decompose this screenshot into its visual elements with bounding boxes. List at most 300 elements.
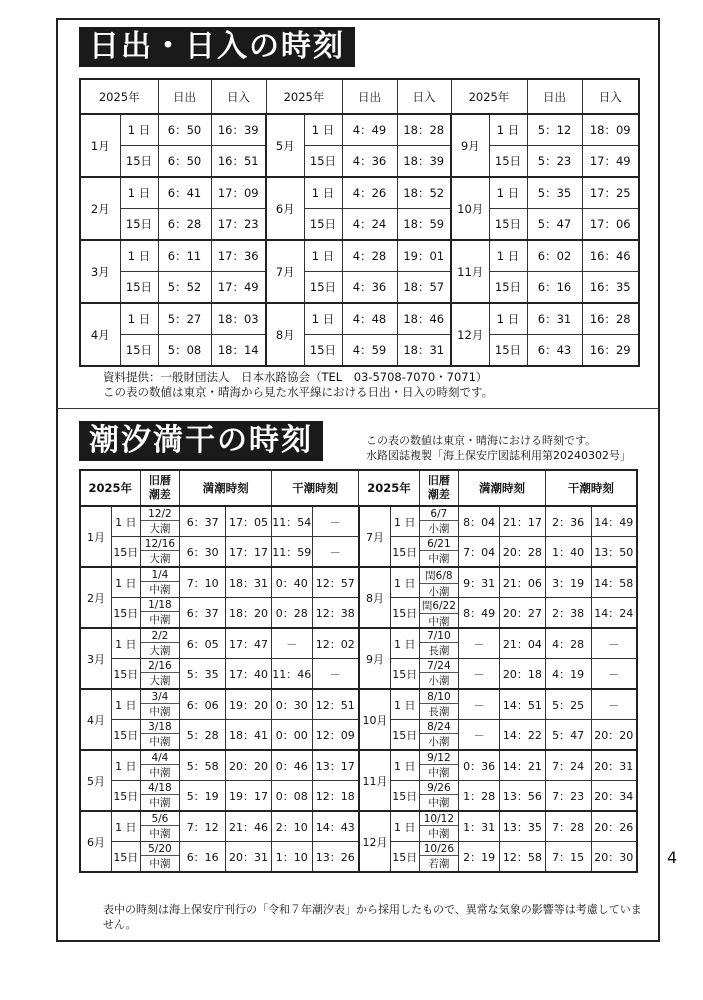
low-tide-time-2: 12：02 bbox=[312, 628, 359, 659]
tide-month: 7月 bbox=[359, 506, 391, 567]
tide-row bbox=[80, 689, 637, 720]
low-tide-time-1: 11：59 bbox=[271, 537, 312, 568]
low-tide-time-2: － bbox=[591, 628, 637, 659]
high-tide-time-1: － bbox=[459, 720, 500, 751]
low-tide-time-1: 5：47 bbox=[545, 720, 591, 751]
high-tide-time-1: － bbox=[459, 628, 500, 659]
tide-lunar-stack bbox=[141, 842, 180, 871]
low-tide-time-2: 20：31 bbox=[591, 750, 637, 781]
lunar-date: 7/24 bbox=[427, 659, 451, 672]
sun-row bbox=[80, 209, 639, 241]
tide-header-lunar-bottom: 潮差 bbox=[427, 488, 450, 501]
sun-header-set: 日入 bbox=[582, 79, 639, 114]
high-tide-time-2: 18：20 bbox=[226, 598, 272, 629]
sunrise-time: 4：36 bbox=[342, 272, 397, 304]
low-tide-time-2: 14：49 bbox=[591, 506, 637, 537]
low-tide-time-2: 14：58 bbox=[591, 567, 637, 598]
tide-lunar-cell bbox=[140, 811, 180, 842]
tide-lunar-cell bbox=[419, 781, 459, 812]
low-tide-time-2: 12：57 bbox=[312, 567, 359, 598]
lunar-date: 9/12 bbox=[427, 751, 451, 764]
sunrise-time: 4：59 bbox=[342, 335, 397, 367]
tide-type: 小潮 bbox=[420, 672, 459, 688]
sunrise-time: 4：48 bbox=[342, 303, 397, 335]
high-tide-time-1: 5：35 bbox=[180, 659, 226, 690]
low-tide-time-2: 13：50 bbox=[591, 537, 637, 568]
sunset-time: 16：39 bbox=[211, 114, 266, 146]
tide-day: 1 日 bbox=[112, 811, 141, 842]
high-tide-time-1: 6：30 bbox=[180, 537, 226, 568]
low-tide-time-1: 2：38 bbox=[545, 598, 591, 629]
low-tide-time-1: 3：19 bbox=[545, 567, 591, 598]
tide-month: 2月 bbox=[80, 567, 112, 628]
tide-type: 大潮 bbox=[141, 520, 180, 536]
sun-day: 15日 bbox=[120, 146, 158, 178]
sunrise-time: 6：28 bbox=[158, 209, 211, 241]
sunset-time: 16：35 bbox=[582, 272, 639, 304]
tide-lunar-cell bbox=[140, 842, 180, 873]
lunar-date: 閏6/8 bbox=[425, 570, 453, 582]
low-tide-time-2: 20：34 bbox=[591, 781, 637, 812]
tide-header-year: 2025年 bbox=[80, 470, 140, 506]
lunar-date: 6/21 bbox=[427, 537, 451, 550]
lunar-date: 2/16 bbox=[148, 659, 172, 672]
tide-header-lunar-stack bbox=[420, 474, 459, 502]
tide-type: 小潮 bbox=[420, 520, 459, 536]
tide-day: 15日 bbox=[391, 598, 420, 629]
high-tide-time-1: 1：31 bbox=[459, 811, 500, 842]
tide-lunar-stack bbox=[141, 598, 180, 627]
tide-type: 中潮 bbox=[420, 825, 459, 841]
low-tide-time-1: 2：10 bbox=[271, 811, 312, 842]
tide-type: 中潮 bbox=[141, 733, 180, 749]
tide-row bbox=[80, 506, 637, 537]
sun-month: 11月 bbox=[451, 240, 489, 303]
tide-day: 1 日 bbox=[391, 811, 420, 842]
low-tide-time-1: 0：40 bbox=[271, 567, 312, 598]
low-tide-time-2: 14：43 bbox=[312, 811, 359, 842]
low-tide-time-1: 1：10 bbox=[271, 842, 312, 873]
sun-month: 10月 bbox=[451, 177, 489, 240]
tide-header-lunar bbox=[140, 470, 180, 506]
sun-day: 1 日 bbox=[304, 177, 342, 209]
tide-lunar-stack bbox=[420, 720, 459, 749]
sunset-time: 18：52 bbox=[397, 177, 451, 209]
sunrise-time: 5：27 bbox=[158, 303, 211, 335]
sunrise-time: 6：31 bbox=[527, 303, 582, 335]
tide-lunar-cell bbox=[140, 598, 180, 629]
sun-day: 1 日 bbox=[304, 240, 342, 272]
low-tide-time-1: 7：24 bbox=[545, 750, 591, 781]
lunar-date: 5/20 bbox=[148, 842, 172, 855]
tide-day: 1 日 bbox=[391, 750, 420, 781]
sunset-time: 18：09 bbox=[582, 114, 639, 146]
sunset-time: 18：39 bbox=[397, 146, 451, 178]
tide-type: 中潮 bbox=[141, 855, 180, 871]
sun-day: 1 日 bbox=[489, 177, 527, 209]
high-tide-time-2: 12：58 bbox=[499, 842, 545, 873]
tide-type: 中潮 bbox=[420, 794, 459, 810]
sun-row bbox=[80, 114, 639, 146]
tide-lunar-stack bbox=[420, 598, 459, 627]
tide-row bbox=[80, 811, 637, 842]
sun-day: 15日 bbox=[304, 146, 342, 178]
high-tide-time-1: 8：04 bbox=[459, 506, 500, 537]
low-tide-time-1: 0：46 bbox=[271, 750, 312, 781]
sun-row bbox=[80, 240, 639, 272]
lunar-date: 10/12 bbox=[423, 812, 455, 825]
sun-source: 資料提供：一般財団法人 日本水路協会（TEL 03-5708-7070・7071） bbox=[103, 370, 488, 384]
low-tide-time-1: 11：54 bbox=[271, 506, 312, 537]
low-tide-time-2: 12：38 bbox=[312, 598, 359, 629]
sun-day: 15日 bbox=[489, 209, 527, 241]
low-tide-time-2: 20：26 bbox=[591, 811, 637, 842]
lunar-date: 4/4 bbox=[151, 751, 169, 764]
sunset-time: 18：46 bbox=[397, 303, 451, 335]
tide-type: 小潮 bbox=[420, 733, 459, 749]
tide-header-lunar-top: 旧暦 bbox=[148, 474, 171, 487]
tide-header-row bbox=[80, 470, 637, 506]
tide-header-year: 2025年 bbox=[359, 470, 419, 506]
high-tide-time-2: 21：04 bbox=[499, 628, 545, 659]
high-tide-time-1: 8：49 bbox=[459, 598, 500, 629]
tide-lunar-stack bbox=[141, 507, 180, 536]
sun-month: 1月 bbox=[80, 114, 120, 177]
tide-lunar-cell bbox=[419, 720, 459, 751]
tide-lunar-stack bbox=[420, 781, 459, 810]
high-tide-time-1: 1：28 bbox=[459, 781, 500, 812]
low-tide-time-1: 2：36 bbox=[545, 506, 591, 537]
tide-row bbox=[80, 659, 637, 690]
sunrise-time: 5：52 bbox=[158, 272, 211, 304]
sun-row bbox=[80, 177, 639, 209]
high-tide-time-1: 0：36 bbox=[459, 750, 500, 781]
high-tide-time-2: 18：41 bbox=[226, 720, 272, 751]
tide-month: 3月 bbox=[80, 628, 112, 689]
sunrise-time: 5：08 bbox=[158, 335, 211, 367]
tide-lunar-stack bbox=[141, 537, 180, 566]
tide-day: 1 日 bbox=[112, 567, 141, 598]
tide-lunar-cell bbox=[419, 842, 459, 873]
high-tide-time-1: 2：19 bbox=[459, 842, 500, 873]
sunset-time: 18：03 bbox=[211, 303, 266, 335]
low-tide-time-1: 7：23 bbox=[545, 781, 591, 812]
tide-row bbox=[80, 842, 637, 873]
tide-day: 1 日 bbox=[391, 628, 420, 659]
tide-type: 大潮 bbox=[141, 550, 180, 566]
tide-lunar-stack bbox=[420, 690, 459, 719]
sun-day: 15日 bbox=[489, 335, 527, 367]
low-tide-time-1: 0：30 bbox=[271, 689, 312, 720]
tide-notes bbox=[366, 433, 631, 463]
high-tide-time-2: 19：20 bbox=[226, 689, 272, 720]
tide-lunar-cell bbox=[140, 689, 180, 720]
low-tide-time-2: 12：51 bbox=[312, 689, 359, 720]
tide-lunar-stack bbox=[420, 659, 459, 688]
high-tide-time-1: － bbox=[459, 659, 500, 690]
tide-lunar-cell bbox=[140, 659, 180, 690]
sunset-time: 17：49 bbox=[211, 272, 266, 304]
high-tide-time-2: 18：31 bbox=[226, 567, 272, 598]
tide-lunar-stack bbox=[420, 507, 459, 536]
tide-lunar-stack bbox=[141, 812, 180, 841]
sunset-time: 16：28 bbox=[582, 303, 639, 335]
sun-day: 15日 bbox=[120, 335, 158, 367]
tide-note-permit: 水路図誌複製「海上保安庁図誌利用第20240302号」 bbox=[366, 449, 631, 462]
sunset-time: 18：28 bbox=[397, 114, 451, 146]
tide-lunar-stack bbox=[141, 751, 180, 780]
tide-type: 中潮 bbox=[141, 764, 180, 780]
tide-month: 1月 bbox=[80, 506, 112, 567]
tide-day: 1 日 bbox=[391, 689, 420, 720]
sun-note: この表の数値は東京・晴海から見た水平線における日出・日入の時刻です。 bbox=[103, 385, 494, 399]
sunrise-time: 4：24 bbox=[342, 209, 397, 241]
low-tide-time-2: － bbox=[591, 659, 637, 690]
tide-type: 中潮 bbox=[141, 581, 180, 597]
sunset-time: 18：31 bbox=[397, 335, 451, 367]
sunrise-time: 4：49 bbox=[342, 114, 397, 146]
page-number: 4 bbox=[667, 848, 678, 867]
sun-header-rise: 日出 bbox=[158, 79, 211, 114]
high-tide-time-1: 6：37 bbox=[180, 506, 226, 537]
high-tide-time-1: 7：10 bbox=[180, 567, 226, 598]
tide-lunar-cell bbox=[140, 628, 180, 659]
low-tide-time-1: 5：25 bbox=[545, 689, 591, 720]
tide-header-lunar-top: 旧暦 bbox=[427, 474, 450, 487]
sun-header-year: 2025年 bbox=[451, 79, 527, 114]
tide-note-location: この表の数値は東京・晴海における時刻です。 bbox=[366, 434, 597, 447]
tide-lunar-cell bbox=[140, 506, 180, 537]
tide-row bbox=[80, 628, 637, 659]
tide-type: 中潮 bbox=[420, 613, 459, 628]
high-tide-time-2: 21：17 bbox=[499, 506, 545, 537]
tide-month: 12月 bbox=[359, 811, 391, 872]
high-tide-time-1: 7：04 bbox=[459, 537, 500, 568]
sunrise-time: 4：36 bbox=[342, 146, 397, 178]
sun-month: 8月 bbox=[266, 303, 304, 366]
low-tide-time-1: 11：46 bbox=[271, 659, 312, 690]
high-tide-time-2: 13：35 bbox=[499, 811, 545, 842]
tide-header-high: 満潮時刻 bbox=[459, 470, 546, 506]
sun-day: 15日 bbox=[304, 335, 342, 367]
sun-header-row bbox=[80, 79, 639, 114]
tide-row bbox=[80, 720, 637, 751]
sunrise-time: 6：02 bbox=[527, 240, 582, 272]
lunar-date: 3/4 bbox=[151, 690, 169, 703]
tide-lunar-cell bbox=[140, 781, 180, 812]
tide-month: 9月 bbox=[359, 628, 391, 689]
low-tide-time-1: 1：40 bbox=[545, 537, 591, 568]
low-tide-time-2: － bbox=[312, 506, 359, 537]
lunar-date: 9/26 bbox=[427, 781, 451, 794]
low-tide-time-2: 13：17 bbox=[312, 750, 359, 781]
sunset-time: 16：51 bbox=[211, 146, 266, 178]
sunrise-sunset-table bbox=[79, 78, 640, 367]
tide-lunar-cell bbox=[419, 659, 459, 690]
sun-day: 15日 bbox=[489, 272, 527, 304]
tide-day: 15日 bbox=[112, 659, 141, 690]
sun-day: 1 日 bbox=[120, 303, 158, 335]
tide-lunar-stack bbox=[141, 720, 180, 749]
sun-month: 12月 bbox=[451, 303, 489, 366]
tide-day: 15日 bbox=[112, 781, 141, 812]
sun-section-title: 日出・日入の時刻 bbox=[79, 27, 355, 67]
high-tide-time-1: 5：58 bbox=[180, 750, 226, 781]
tide-lunar-stack bbox=[141, 568, 180, 597]
sunset-time: 17：25 bbox=[582, 177, 639, 209]
tide-lunar-cell bbox=[140, 720, 180, 751]
sunrise-time: 6：11 bbox=[158, 240, 211, 272]
sun-day: 1 日 bbox=[489, 303, 527, 335]
tide-day: 1 日 bbox=[112, 750, 141, 781]
low-tide-time-2: － bbox=[591, 689, 637, 720]
tide-day: 15日 bbox=[391, 842, 420, 873]
high-tide-time-2: 17：40 bbox=[226, 659, 272, 690]
tide-row bbox=[80, 750, 637, 781]
sun-month: 4月 bbox=[80, 303, 120, 366]
high-tide-time-1: 5：28 bbox=[180, 720, 226, 751]
lunar-date: 3/18 bbox=[148, 720, 172, 733]
low-tide-time-2: 20：30 bbox=[591, 842, 637, 873]
tide-lunar-stack bbox=[420, 537, 459, 566]
lunar-date: 2/2 bbox=[151, 629, 169, 642]
tide-lunar-stack bbox=[141, 690, 180, 719]
sun-day: 1 日 bbox=[120, 114, 158, 146]
tide-day: 1 日 bbox=[391, 506, 420, 537]
lunar-date: 12/16 bbox=[144, 537, 176, 550]
high-tide-time-2: 20：18 bbox=[499, 659, 545, 690]
sun-header-rise: 日出 bbox=[527, 79, 582, 114]
sun-day: 1 日 bbox=[120, 240, 158, 272]
tide-type: 中潮 bbox=[420, 550, 459, 566]
high-tide-time-2: 20：28 bbox=[499, 537, 545, 568]
low-tide-time-1: 0：08 bbox=[271, 781, 312, 812]
sun-month: 3月 bbox=[80, 240, 120, 303]
low-tide-time-2: 14：24 bbox=[591, 598, 637, 629]
sunset-time: 17：36 bbox=[211, 240, 266, 272]
tide-type: 中潮 bbox=[141, 825, 180, 841]
sun-day: 15日 bbox=[304, 272, 342, 304]
sunset-time: 18：57 bbox=[397, 272, 451, 304]
tide-section-title: 潮汐満干の時刻 bbox=[79, 421, 323, 461]
tide-lunar-cell bbox=[419, 689, 459, 720]
low-tide-time-2: 13：26 bbox=[312, 842, 359, 873]
tide-lunar-cell bbox=[419, 506, 459, 537]
sun-month: 9月 bbox=[451, 114, 489, 177]
lunar-date: 8/10 bbox=[427, 690, 451, 703]
high-tide-time-1: 7：12 bbox=[180, 811, 226, 842]
low-tide-time-2: 12：09 bbox=[312, 720, 359, 751]
high-tide-time-1: － bbox=[459, 689, 500, 720]
tide-type: 大潮 bbox=[141, 672, 180, 688]
lunar-date: 10/26 bbox=[423, 842, 455, 855]
tide-day: 1 日 bbox=[112, 506, 141, 537]
low-tide-time-2: － bbox=[312, 537, 359, 568]
lunar-date: 1/18 bbox=[148, 598, 172, 611]
tide-header-lunar-stack bbox=[141, 474, 180, 502]
tide-row bbox=[80, 537, 637, 568]
sunset-time: 16：46 bbox=[582, 240, 639, 272]
sunrise-time: 5：47 bbox=[527, 209, 582, 241]
high-tide-time-1: 6：37 bbox=[180, 598, 226, 629]
sun-month: 6月 bbox=[266, 177, 304, 240]
sun-month: 5月 bbox=[266, 114, 304, 177]
tide-lunar-cell bbox=[419, 628, 459, 659]
tide-lunar-cell bbox=[419, 750, 459, 781]
tide-day: 15日 bbox=[391, 781, 420, 812]
sun-source-note bbox=[103, 370, 493, 400]
tide-lunar-stack bbox=[420, 568, 459, 597]
section-divider bbox=[56, 408, 660, 409]
tide-type: 小潮 bbox=[420, 583, 459, 598]
low-tide-time-1: 0：28 bbox=[271, 598, 312, 629]
tide-type: 中潮 bbox=[141, 794, 180, 810]
tide-day: 15日 bbox=[112, 720, 141, 751]
sunrise-time: 6：41 bbox=[158, 177, 211, 209]
sun-header-rise: 日出 bbox=[342, 79, 397, 114]
sunset-time: 17：49 bbox=[582, 146, 639, 178]
sunset-time: 18：14 bbox=[211, 335, 266, 367]
tide-day: 15日 bbox=[112, 842, 141, 873]
high-tide-time-2: 13：56 bbox=[499, 781, 545, 812]
tide-lunar-cell bbox=[419, 598, 459, 629]
tide-lunar-stack bbox=[420, 629, 459, 658]
tide-month: 6月 bbox=[80, 811, 112, 872]
tide-day: 15日 bbox=[391, 537, 420, 568]
tide-day: 1 日 bbox=[112, 689, 141, 720]
tide-lunar-cell bbox=[419, 537, 459, 568]
tide-lunar-stack bbox=[141, 781, 180, 810]
low-tide-time-2: 20：20 bbox=[591, 720, 637, 751]
lunar-date: 閏6/22 bbox=[421, 600, 456, 612]
low-tide-time-1: 7：15 bbox=[545, 842, 591, 873]
tide-header-low: 干潮時刻 bbox=[271, 470, 359, 506]
sunset-time: 18：59 bbox=[397, 209, 451, 241]
tide-month: 5月 bbox=[80, 750, 112, 811]
sunrise-time: 5：12 bbox=[527, 114, 582, 146]
tide-day: 1 日 bbox=[112, 628, 141, 659]
lunar-date: 1/4 bbox=[151, 568, 169, 581]
sun-day: 1 日 bbox=[489, 240, 527, 272]
sun-header-set: 日入 bbox=[397, 79, 451, 114]
tide-type: 大潮 bbox=[141, 642, 180, 658]
sun-month: 2月 bbox=[80, 177, 120, 240]
tide-header-lunar-bottom: 潮差 bbox=[148, 488, 171, 501]
sunrise-time: 4：26 bbox=[342, 177, 397, 209]
high-tide-time-1: 6：05 bbox=[180, 628, 226, 659]
tide-row bbox=[80, 567, 637, 598]
tide-lunar-cell bbox=[140, 537, 180, 568]
lunar-date: 6/7 bbox=[430, 507, 448, 520]
sun-row bbox=[80, 272, 639, 304]
high-tide-time-1: 6：06 bbox=[180, 689, 226, 720]
sun-row bbox=[80, 335, 639, 367]
tide-month: 10月 bbox=[359, 689, 391, 750]
tide-day: 1 日 bbox=[391, 567, 420, 598]
lunar-date: 7/10 bbox=[427, 629, 451, 642]
sun-row bbox=[80, 146, 639, 178]
sun-month: 7月 bbox=[266, 240, 304, 303]
sun-header-year: 2025年 bbox=[266, 79, 342, 114]
tide-lunar-stack bbox=[420, 842, 459, 871]
tide-lunar-stack bbox=[141, 629, 180, 658]
tide-month: 4月 bbox=[80, 689, 112, 750]
high-tide-time-2: 21：46 bbox=[226, 811, 272, 842]
high-tide-time-2: 14：22 bbox=[499, 720, 545, 751]
sunrise-time: 5：35 bbox=[527, 177, 582, 209]
low-tide-time-1: 4：19 bbox=[545, 659, 591, 690]
sunrise-time: 6：43 bbox=[527, 335, 582, 367]
